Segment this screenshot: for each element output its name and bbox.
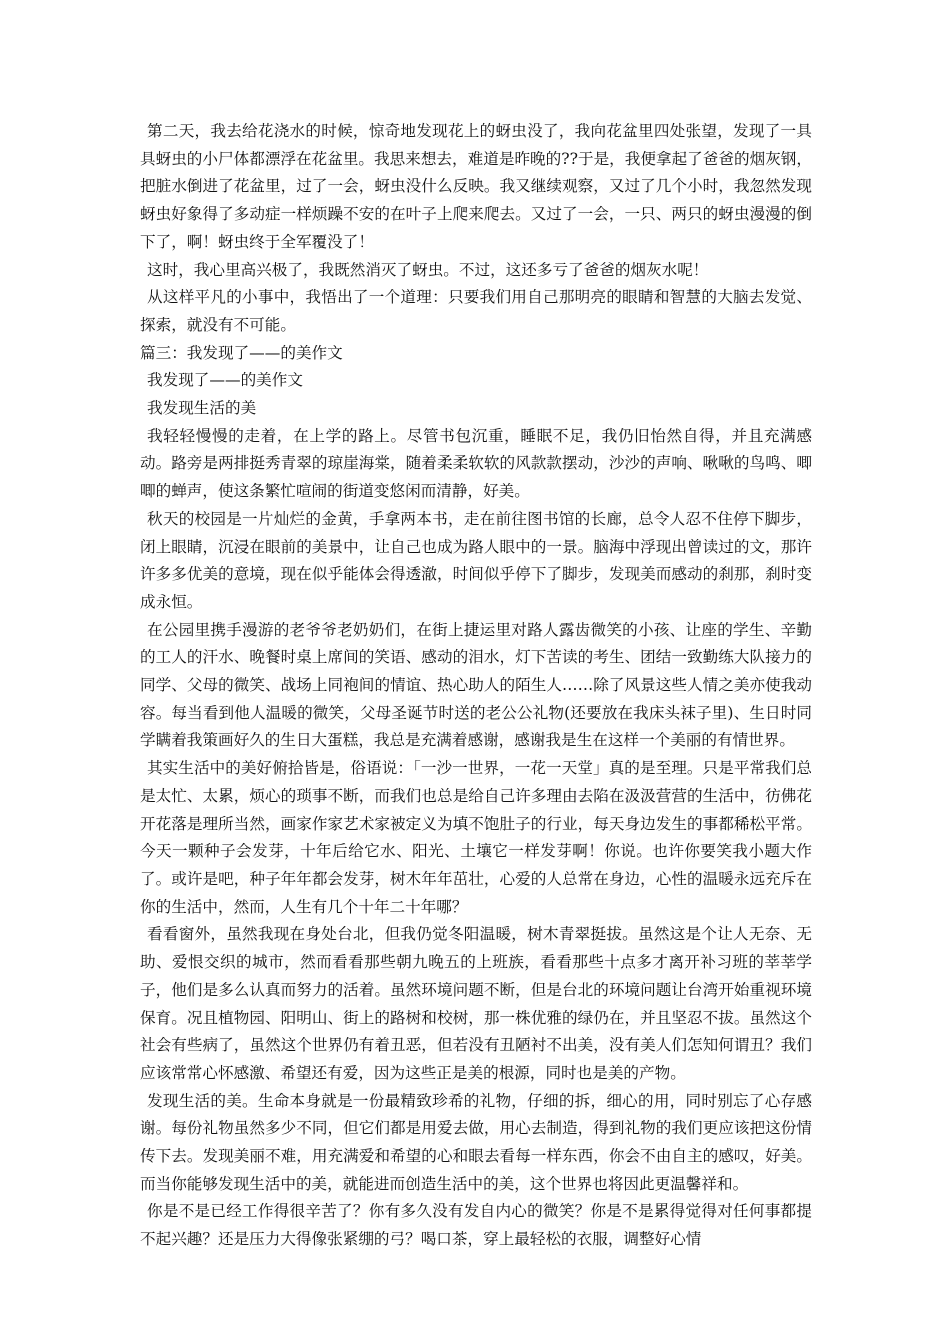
paragraph-lesson-learned: 从这样平凡的小事中，我悟出了一个道理：只要我们用自己那明亮的眼睛和智慧的大脑去发觉、探索，就没有不可能。 (140, 288, 812, 334)
paragraph-hard-work-questions: 你是不是已经工作得很辛苦了？你有多久没有发自内心的微笑？你是不是累得觉得对任何事都提不起兴趣？还是压力大得像张紧绷的弓？喝口茶，穿上最轻松的衣服，调整好心情 (140, 1202, 812, 1249)
paragraph-discover-life-beauty: 发现生活的美。生命本身就是一份最精致珍希的礼物，仔细的拆，细心的用，同时别忘了心存感谢。每份礼物虽然多少不同，但它们都是用爱去做，用心去制造，得到礼物的我们更应该把这份情传下去。发现美丽不难，用充满爱和希望的心和眼去看每一样东西，你会不由自主的感叹，好美。而当你能够发现生活中的美，就能进而创造生活中的美，这个世界也将因此更温馨祥和。 (140, 1091, 812, 1193)
paragraph-human-kindness: 在公园里携手漫游的老爷爷老奶奶们，在街上捷运里对路人露齿微笑的小孩、让座的学生、辛勤的工人的汗水、晚餐时桌上席间的笑语、感动的泪水，灯下苦读的考生、团结一致勤练大队接力的同学、父母的微笑、战场上同袍间的情谊、热心助人的陌生人……除了风景这些人情之美亦使我动容。每当看到他人温暖的微笑，父母圣诞节时送的老公公礼物(还要放在我床头袜子里)、生日时同学瞒着我策画好久的生日大蛋糕，我总是充满着感谢，感谢我是生在这样一个美丽的有情世界。 (140, 620, 812, 750)
paragraph-taipei-window: 看看窗外，虽然我现在身处台北，但我仍觉冬阳温暖，树木青翠挺拔。虽然这是个让人无奈、无助、爱恨交织的城市，然而看看那些朝九晚五的上班族，看看那些十点多才离开补习班的莘莘学子，他们是多么认真而努力的活着。虽然环境问题不断，但是台北的环境问题让台湾开始重视环境保育。况且植物园、阳明山、街上的路树和校树，那一株优雅的绿仍在，并且坚忍不拔。虽然这个社会有些病了，虽然这个世界仍有着丑恶，但若没有丑陋衬不出美，没有美人们怎知何谓丑？我们应该常常心怀感激、希望还有爱，因为这些正是美的根源，同时也是美的产物。 (140, 925, 812, 1082)
paragraph-beauty-everywhere: 其实生活中的美好俯拾皆是，俗语说：「一沙一世界，一花一天堂」真的是至理。只是平常我们总是太忙、太累，烦心的琐事不断，而我们也总是给自己许多理由去陷在汲汲营营的生活中，彷佛花开花落是理所当然，画家作家艺术家被定义为填不饱肚子的行业，每天身边发生的事都稀松平常。今天一颗种子会发芽，十年后给它水、阳光、土壤它一样发芽啊！你说。也许你要笑我小题大作了。或许是吧，种子年年都会发芽，树木年年茁壮，心爱的人总常在身边，心性的温暖永远充斥在你的生活中，然而，人生有几个十年二十年哪？ (140, 759, 812, 916)
paragraph-autumn-campus: 秋天的校园是一片灿烂的金黄，手拿两本书，走在前往图书馆的长廊，总令人忍不住停下脚步，闭上眼睛，沉浸在眼前的美景中，让自己也成为路人眼中的一景。脑海中浮现出曾读过的文，那许许多多优美的意境，现在似乎能体会得透澈，时间似乎停下了脚步，发现美而感动的刹那，刹时变成永恒。 (140, 509, 812, 611)
essay-subtitle: 我发现生活的美 (147, 399, 257, 418)
essay-title: 我发现了——的美作文 (147, 371, 303, 390)
section-heading-part-three: 篇三：我发现了——的美作文 (140, 343, 343, 362)
paragraph-walk-to-school: 我轻轻慢慢的走着，在上学的路上。尽管书包沉重，睡眠不足，我仍旧怡然自得，并且充满感动。路旁是两排挺秀青翠的琼崖海棠，随着柔柔软软的风款款摆动，沙沙的声响、啾啾的鸟鸣、唧唧的蝉声，使这条繁忙喧闹的街道变悠闲而清静，好美。 (140, 426, 812, 501)
paragraph-aphids-eliminated: 这时，我心里高兴极了，我既然消灭了蚜虫。不过，这还多亏了爸爸的烟灰水呢！ (147, 260, 709, 279)
document-page (140, 118, 812, 1254)
paragraph-aphid-discovery: 第二天，我去给花浇水的时候，惊奇地发现花上的蚜虫没了，我向花盆里四处张望，发现了一具具蚜虫的小尸体都漂浮在花盆里。我思来想去，难道是昨晚的??于是，我便拿起了爸爸的烟灰钢，把脏水倒进了花盆里，过了一会，蚜虫没什么反映。我又继续观察，又过了几个小时，我忽然发现蚜虫好象得了多动症一样烦躁不安的在叶子上爬来爬去。又过了一会，一只、两只的蚜虫漫漫的倒下了，啊！蚜虫终于全军覆没了！ (140, 122, 812, 251)
